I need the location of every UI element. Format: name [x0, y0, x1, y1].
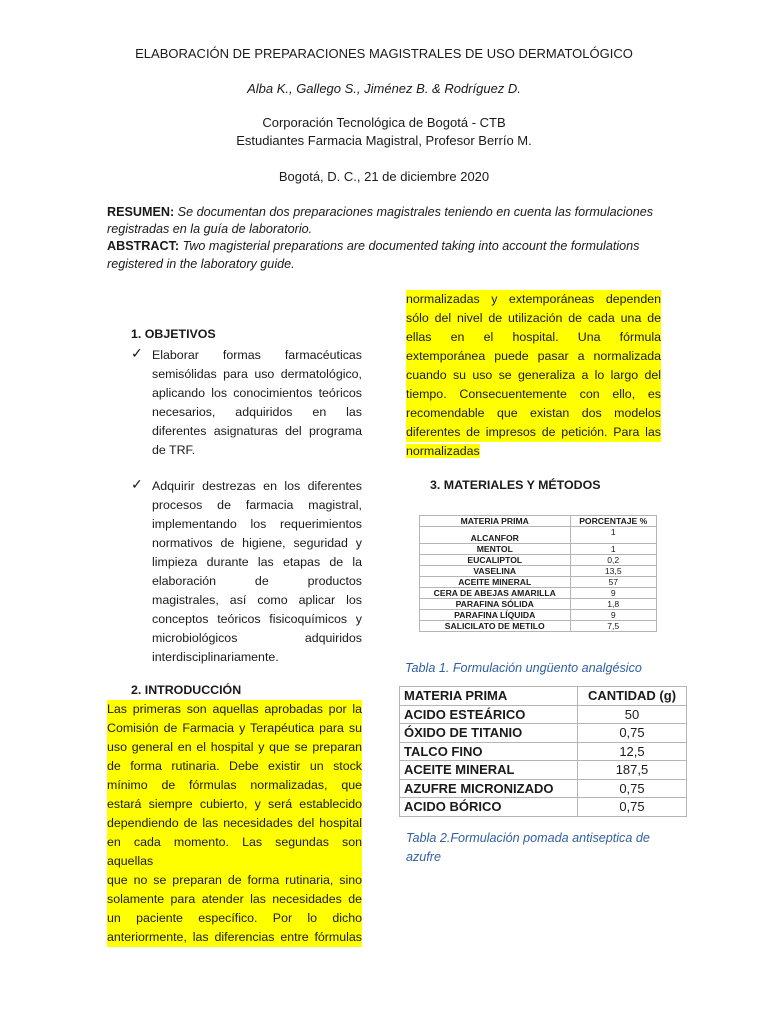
- table-row: [420, 544, 657, 555]
- table-ungüento: [419, 515, 657, 632]
- objective-2-line: procesos de farmacia magistral,: [152, 498, 362, 512]
- objective-2-line: elaboración de productos: [152, 574, 362, 588]
- table-cell: ACEITE MINERAL: [420, 577, 571, 588]
- table-cell: AZUFRE MICRONIZADO: [400, 779, 578, 798]
- table-row: [400, 761, 687, 780]
- objective-2: [152, 477, 362, 667]
- table-cell: 1,8: [570, 599, 657, 610]
- table-header-cell: MATERIA PRIMA: [420, 516, 571, 527]
- objective-1-line: necesarios, adquiridos en las: [152, 405, 362, 419]
- intro-cont-line: diferentes de impresos de petición. Para las: [406, 423, 661, 442]
- table-row: [400, 705, 687, 724]
- resumen-text-1: Se documentan dos preparaciones magistrales teniendo en cuenta las formulaciones: [177, 205, 654, 219]
- materiales-heading: 3. MATERIALES Y MÉTODOS: [430, 478, 601, 492]
- objective-1-line: diferentes asignaturas del programa: [152, 424, 362, 438]
- table-cell: VASELINA: [420, 566, 571, 577]
- objetivos-heading: 1. OBJETIVOS: [131, 327, 216, 341]
- table-2-caption: [406, 829, 650, 867]
- abstract-line-2: [107, 256, 667, 273]
- table-cell: 0,75: [577, 779, 686, 798]
- paper-title: ELABORACIÓN DE PREPARACIONES MAGISTRALES DE USO DERMATOLÓGICO: [135, 46, 633, 61]
- intro-cont-line: normalizadas: [406, 444, 480, 458]
- table-cell: ALCANFOR: [420, 527, 571, 544]
- objective-2-line: conceptos teóricos fisicoquímicos y: [152, 612, 362, 626]
- introduccion-text: [107, 700, 362, 947]
- table-header-cell: MATERIA PRIMA: [400, 687, 578, 706]
- intro-line: en cada momento. Las segundas son aquellas: [107, 833, 362, 871]
- table-cell: 1: [570, 527, 657, 544]
- table-row: [400, 798, 687, 817]
- table-cell: ACIDO BÓRICO: [400, 798, 578, 817]
- intro-line: anteriormente, las diferencias entre fórmulas: [107, 928, 362, 947]
- affiliation-1: Corporación Tecnológica de Bogotá - CTB: [262, 115, 506, 130]
- intro-line: uso general en el hospital y que se preparan: [107, 738, 362, 757]
- intro-cont-line: cuando su uso se generaliza a lo largo del: [406, 366, 661, 385]
- intro-cont-line: sólo del nivel de utilización de cada una de: [406, 309, 661, 328]
- abstract-text-2: registered in the laboratory guide.: [107, 257, 295, 271]
- table-row: [420, 577, 657, 588]
- table-cell: SALICILATO DE METILO: [420, 621, 571, 632]
- intro-line: Comisión de Farmacia y Terapéutica para su: [107, 719, 362, 738]
- table-cell: 50: [577, 705, 686, 724]
- date-line: Bogotá, D. C., 21 de diciembre 2020: [278, 169, 490, 184]
- table-row: [420, 566, 657, 577]
- objective-2-line: limpieza durante las etapas de la: [152, 555, 362, 569]
- resumen-label: RESUMEN:: [107, 205, 175, 219]
- objective-2-line: interdisciplinariamente.: [152, 650, 279, 664]
- abstract-label: ABSTRACT:: [107, 239, 180, 253]
- table-row: [420, 599, 657, 610]
- intro-line: estará siempre cubierto, y será establecido: [107, 795, 362, 814]
- resumen-line-1: [107, 204, 667, 221]
- table-row: [400, 724, 687, 743]
- objective-1-line: Elaborar formas farmacéuticas: [152, 348, 362, 362]
- intro-cont-line: extemporánea puede pasar a normalizada: [406, 347, 661, 366]
- intro-line: dependiendo de las necesidades del hospital: [107, 814, 362, 833]
- table-cell: ACEITE MINERAL: [400, 761, 578, 780]
- table-1-caption: Tabla 1. Formulación ungüento analgésico: [405, 661, 642, 675]
- table-header-cell: CANTIDAD (g): [577, 687, 686, 706]
- table-cell: ACIDO ESTEÁRICO: [400, 705, 578, 724]
- table-cell: PARAFINA SÓLIDA: [420, 599, 571, 610]
- introduccion-heading: 2. INTRODUCCIÓN: [131, 683, 242, 697]
- affiliation-2: Estudiantes Farmacia Magistral, Profesor Berrío M.: [236, 133, 532, 148]
- intro-line: un paciente específico. Por lo dicho: [107, 909, 362, 928]
- table-cell: 0,75: [577, 798, 686, 817]
- objective-2-line: microbiológicos adquiridos: [152, 631, 362, 645]
- table-cell: 12,5: [577, 742, 686, 761]
- intro-line: mínimo de fórmulas normalizadas, que: [107, 776, 362, 795]
- objective-1-line: semisólidas para uso dermatológico,: [152, 367, 362, 381]
- table-cell: 187,5: [577, 761, 686, 780]
- objective-1: [152, 346, 362, 460]
- table-cell: TALCO FINO: [400, 742, 578, 761]
- intro-line: de forma rutinaria. Debe existir un stock: [107, 757, 362, 776]
- table-cell: MENTOL: [420, 544, 571, 555]
- resumen-text-2: registradas en la guía de laboratorio.: [107, 222, 313, 236]
- table-row: [400, 742, 687, 761]
- intro-cont-line: ellas en el hospital. Una fórmula: [406, 328, 661, 347]
- table-cell: 7,5: [570, 621, 657, 632]
- table-pomada: [399, 686, 687, 817]
- table-row: [420, 555, 657, 566]
- authors: Alba K., Gallego S., Jiménez B. & Rodríguez D.: [247, 81, 521, 96]
- abstract-text-1: Two magisterial preparations are documented taking into account the formulations: [182, 239, 640, 253]
- table-row: [400, 779, 687, 798]
- table-cell: CERA DE ABEJAS AMARILLA: [420, 588, 571, 599]
- table-row: [420, 527, 657, 544]
- objective-2-line: implementando los requerimientos: [152, 517, 362, 531]
- table-header-cell: PORCENTAJE %: [570, 516, 657, 527]
- check-icon: ✓: [131, 476, 143, 492]
- objective-2-line: normativos de higiene, seguridad y: [152, 536, 362, 550]
- intro-line: Las primeras son aquellas aprobadas por la: [107, 700, 362, 719]
- table-row: [420, 621, 657, 632]
- table-cell: 13,5: [570, 566, 657, 577]
- table-cell: 9: [570, 610, 657, 621]
- table-2-caption-line: Tabla 2.Formulación pomada antiseptica de: [406, 831, 650, 845]
- objective-1-line: de TRF.: [152, 443, 196, 457]
- table-cell: 1: [570, 544, 657, 555]
- objective-2-line: magistrales, así como aplicar los: [152, 593, 362, 607]
- table-cell: ÓXIDO DE TITANIO: [400, 724, 578, 743]
- intro-cont-line: tiempo. Consecuentemente con ello, es: [406, 385, 661, 404]
- table-header-row: [420, 516, 657, 527]
- table-cell: 9: [570, 588, 657, 599]
- introduccion-continued: [406, 290, 661, 461]
- table-row: [420, 610, 657, 621]
- table-cell: 0,75: [577, 724, 686, 743]
- table-cell: EUCALIPTOL: [420, 555, 571, 566]
- intro-line: que no se preparan de forma rutinaria, sino: [107, 871, 362, 890]
- check-icon: ✓: [131, 345, 143, 361]
- table-cell: 0,2: [570, 555, 657, 566]
- table-cell: PARAFINA LÍQUIDA: [420, 610, 571, 621]
- abstract-line-1: [107, 238, 667, 255]
- table-2-caption-line: azufre: [406, 850, 442, 864]
- table-row: [420, 588, 657, 599]
- intro-cont-line: normalizadas y extemporáneas dependen: [406, 290, 661, 309]
- resumen-line-2: [107, 221, 667, 238]
- table-cell: 57: [570, 577, 657, 588]
- table-header-row: [400, 687, 687, 706]
- intro-line: solamente para atender las necesidades de: [107, 890, 362, 909]
- intro-cont-line: recomendable que existan dos modelos: [406, 404, 661, 423]
- objective-1-line: aplicando los conocimientos teóricos: [152, 386, 362, 400]
- objective-2-line: Adquirir destrezas en los diferentes: [152, 479, 362, 493]
